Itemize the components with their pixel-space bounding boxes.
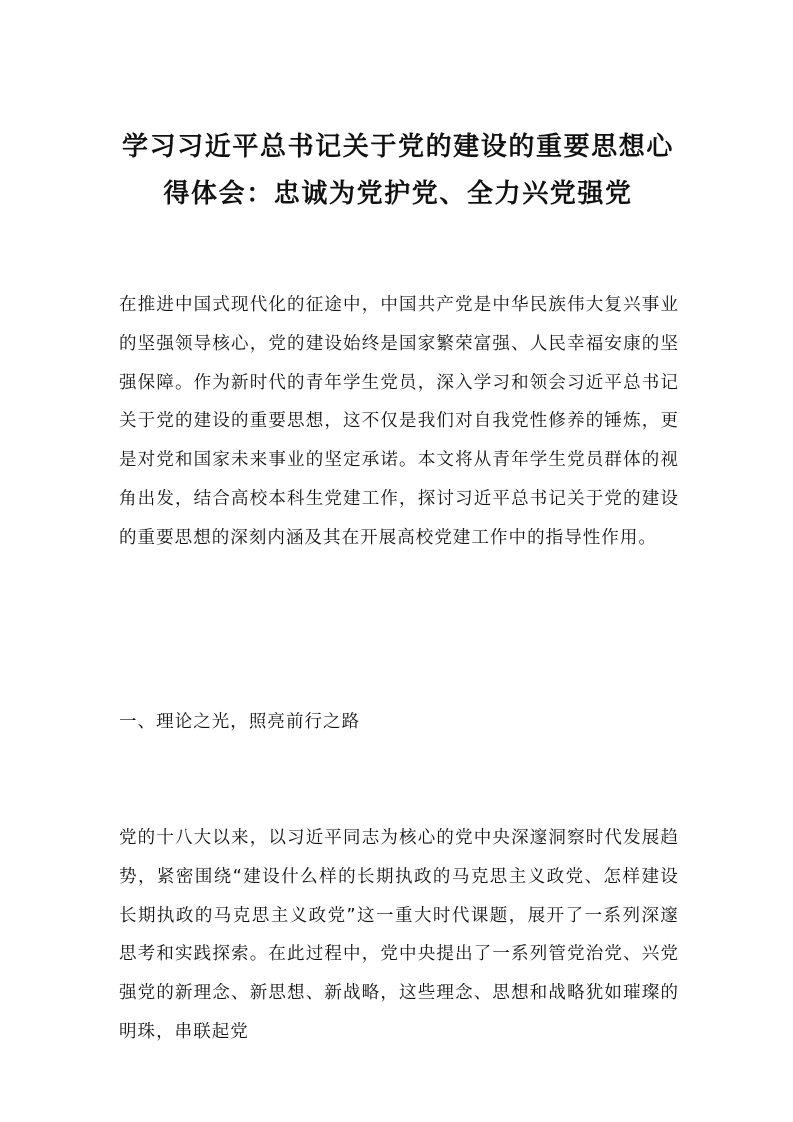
- intro-paragraph: 在推进中国式现代化的征途中，中国共产党是中华民族伟大复兴事业的坚强领导核心，党的建设始终是国家繁荣富强、人民幸福安康的坚强保障。作为新时代的青年学生党员，深入学习和领会习近平总书记关于党的建设的重要思想，这不仅是我们对自我党性修养的锤炼，更是对党和国家未来事业的坚定承诺。本文将从青年学生党员群体的视角出发，结合高校本科生党建工作，探讨习近平总书记关于党的建设的重要思想的深刻内涵及其在开展高校党建工作中的指导性作用。: [119, 295, 679, 548]
- section-heading: 一、理论之光，照亮前行之路: [119, 712, 361, 732]
- document-title: 学习习近平总书记关于党的建设的重要思想心得体会：忠诚为党护党、全力兴党强党: [121, 132, 674, 209]
- section-paragraph: 党的十八大以来，以习近平同志为核心的党中央深邃洞察时代发展趋势，紧密围绕“建设什么样的长期执政的马克思主义政党、怎样建设长期执政的马克思主义政党”这一重大时代课题，展开了一系列深邃思考和实践探索。在此过程中，党中央提出了一系列管党治党、兴党强党的新理念、新思想、新战略，这些理念、思想和战略犹如璀璨的明珠，串联起党: [119, 828, 679, 1042]
